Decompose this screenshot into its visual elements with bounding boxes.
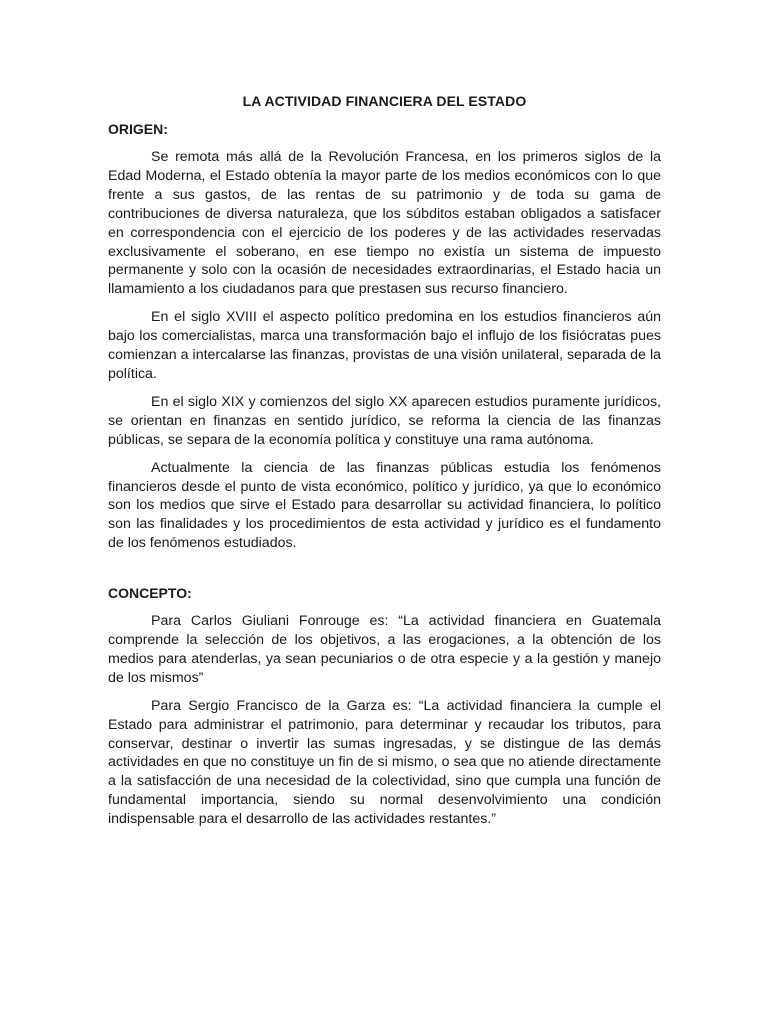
section-spacer bbox=[108, 562, 661, 584]
paragraph: En el siglo XVIII el aspecto político predomina en los estudios financieros aún bajo los comercialistas, marca una transformación bajo el influjo de los fisiócratas pues comienzan a intercalarse las finanzas, provistas de una visión unilateral, separada de la política. bbox=[108, 309, 661, 382]
paragraph: Se remota más allá de la Revolución Francesa, en los primeros siglos de la Edad Moderna, el Estado obtenía la mayor parte de los medios económicos con lo que frente a sus gastos, de las rentas de su patrimonio y de toda su gama de contribuciones de diversa naturaleza, que los súbditos estaban obligados a satisfacer en correspondencia con el ejercicio de los poderes y de las actividades reservadas exclusivamente el soberano, en ese tiempo no existía un sistema de impuesto permanente y solo con la ocasión de necesidades extraordinarias, el Estado hacia un llamamiento a los ciudadanos para que prestasen sus recurso financiero. bbox=[108, 149, 661, 298]
document-page bbox=[108, 92, 661, 838]
paragraph: Actualmente la ciencia de las finanzas públicas estudia los fenómenos financieros desde el punto de vista económico, político y jurídico, ya que lo económico son los medios que sirve el Estado para desarrollar su actividad financiera, lo político son las finalidades y los procedimientos de esta actividad y jurídico es el fundamento de los fenómenos estudiados. bbox=[108, 459, 661, 552]
paragraph: Para Carlos Giuliani Fonrouge es: “La actividad financiera en Guatemala comprende la selección de los objetivos, a las erogaciones, a la obtención de los medios para atenderlas, ya sean pecuniarios o de otra especie y a la gestión y manejo de los mismos” bbox=[108, 613, 661, 686]
section-heading-origen: ORIGEN: bbox=[108, 121, 168, 137]
section-heading-concepto: CONCEPTO: bbox=[108, 585, 192, 602]
document-title: LA ACTIVIDAD FINANCIERA DEL ESTADO bbox=[242, 93, 527, 109]
section-origen bbox=[108, 120, 661, 553]
section-concepto bbox=[108, 584, 661, 829]
paragraph: Para Sergio Francisco de la Garza es: “La actividad financiera la cumple el Estado para administrar el patrimonio, para determinar y recaudar los tributos, para conservar, destinar o invertir las sumas ingresadas, y se distingue de las demás actividades en que no constituye un fin de si mismo, o sea que no atiende directamente a la satisfacción de una necesidad de la colectividad, sino que cumpla una función de fundamental importancia, siendo su normal desenvolvimiento una condición indispensable para el desarrollo de las actividades restantes.” bbox=[108, 697, 661, 828]
paragraph: En el siglo XIX y comienzos del siglo XX aparecen estudios puramente jurídicos, se orientan en finanzas en sentido jurídico, se reforma la ciencia de las finanzas públicas, se separa de la economía política y constituye una rama autónoma. bbox=[108, 393, 661, 448]
